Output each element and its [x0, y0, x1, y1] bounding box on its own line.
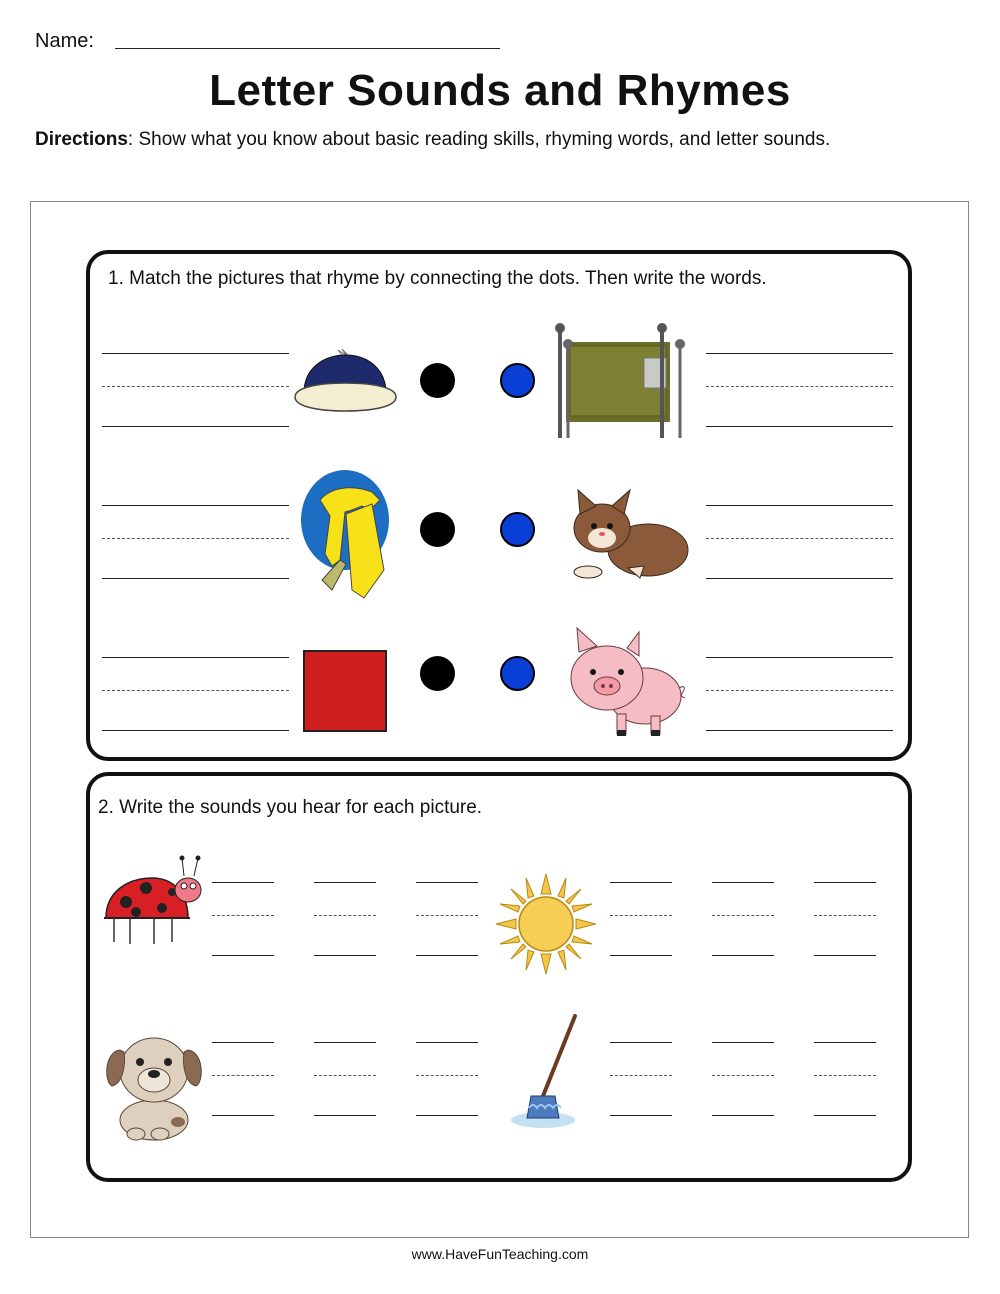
sound-line[interactable] — [314, 955, 376, 956]
sound-line[interactable] — [814, 1042, 876, 1043]
sounds-prompt: 2. Write the sounds you hear for each picture. — [98, 797, 483, 818]
write-line[interactable] — [102, 578, 289, 579]
sound-line[interactable] — [212, 955, 274, 956]
ladybug-picture — [100, 854, 208, 950]
left-match-dot[interactable] — [420, 363, 455, 398]
sound-line[interactable] — [416, 1042, 478, 1043]
hat-picture — [290, 345, 400, 415]
footer-url: www.HaveFunTeaching.com — [411, 1246, 589, 1262]
guide-line — [102, 690, 289, 691]
guide-line — [712, 1075, 774, 1076]
right-match-dot[interactable] — [500, 512, 535, 547]
sound-line[interactable] — [814, 1115, 876, 1116]
guide-line — [102, 386, 289, 387]
bed-picture — [548, 320, 688, 442]
guide-line — [102, 538, 289, 539]
left-match-dot[interactable] — [420, 512, 455, 547]
directions-text: : Show what you know about basic reading skills, rhyming words, and letter sounds. — [127, 129, 831, 150]
sound-line[interactable] — [610, 1042, 672, 1043]
write-line[interactable] — [102, 353, 289, 354]
guide-line — [814, 1075, 876, 1076]
sound-line[interactable] — [712, 1115, 774, 1116]
directions — [35, 129, 830, 151]
sound-line[interactable] — [314, 1115, 376, 1116]
write-line[interactable] — [706, 353, 893, 354]
guide-line — [712, 915, 774, 916]
sound-line[interactable] — [314, 882, 376, 883]
write-line[interactable] — [706, 730, 893, 731]
guide-line — [416, 915, 478, 916]
guide-line — [314, 915, 376, 916]
sound-line[interactable] — [416, 882, 478, 883]
directions-label: Directions — [35, 129, 128, 150]
guide-line — [706, 690, 893, 691]
guide-line — [610, 915, 672, 916]
sounds-section — [86, 772, 912, 1182]
mop-picture — [505, 1012, 585, 1132]
write-line[interactable] — [102, 657, 289, 658]
sound-line[interactable] — [610, 882, 672, 883]
sound-line[interactable] — [212, 1115, 274, 1116]
sound-line[interactable] — [814, 882, 876, 883]
right-match-dot[interactable] — [500, 363, 535, 398]
dog-picture — [102, 1022, 204, 1144]
sound-line[interactable] — [212, 882, 274, 883]
sound-line[interactable] — [712, 882, 774, 883]
pig-picture — [565, 626, 689, 742]
sound-line[interactable] — [416, 955, 478, 956]
write-line[interactable] — [706, 426, 893, 427]
write-line[interactable] — [706, 578, 893, 579]
write-line[interactable] — [706, 505, 893, 506]
rhyme-prompt: 1. Match the pictures that rhyme by connecting the dots. Then write the words. — [108, 268, 767, 289]
sun-picture — [494, 872, 598, 976]
right-match-dot[interactable] — [500, 656, 535, 691]
guide-line — [416, 1075, 478, 1076]
sound-line[interactable] — [814, 955, 876, 956]
sound-line[interactable] — [416, 1115, 478, 1116]
page-title: Letter Sounds and Rhymes — [209, 66, 791, 115]
scarf-picture — [300, 470, 395, 606]
guide-line — [610, 1075, 672, 1076]
sound-line[interactable] — [610, 1115, 672, 1116]
guide-line — [706, 386, 893, 387]
square-picture — [303, 650, 387, 732]
guide-line — [212, 915, 274, 916]
write-line[interactable] — [706, 657, 893, 658]
guide-line — [212, 1075, 274, 1076]
name-write-line[interactable] — [115, 48, 500, 49]
sound-line[interactable] — [712, 1042, 774, 1043]
cat-picture — [568, 488, 692, 582]
left-match-dot[interactable] — [420, 656, 455, 691]
sound-line[interactable] — [314, 1042, 376, 1043]
guide-line — [314, 1075, 376, 1076]
write-line[interactable] — [102, 426, 289, 427]
sound-line[interactable] — [610, 955, 672, 956]
sound-line[interactable] — [712, 955, 774, 956]
write-line[interactable] — [102, 730, 289, 731]
write-line[interactable] — [102, 505, 289, 506]
guide-line — [706, 538, 893, 539]
name-label: Name: — [35, 30, 94, 52]
sound-line[interactable] — [212, 1042, 274, 1043]
guide-line — [814, 915, 876, 916]
